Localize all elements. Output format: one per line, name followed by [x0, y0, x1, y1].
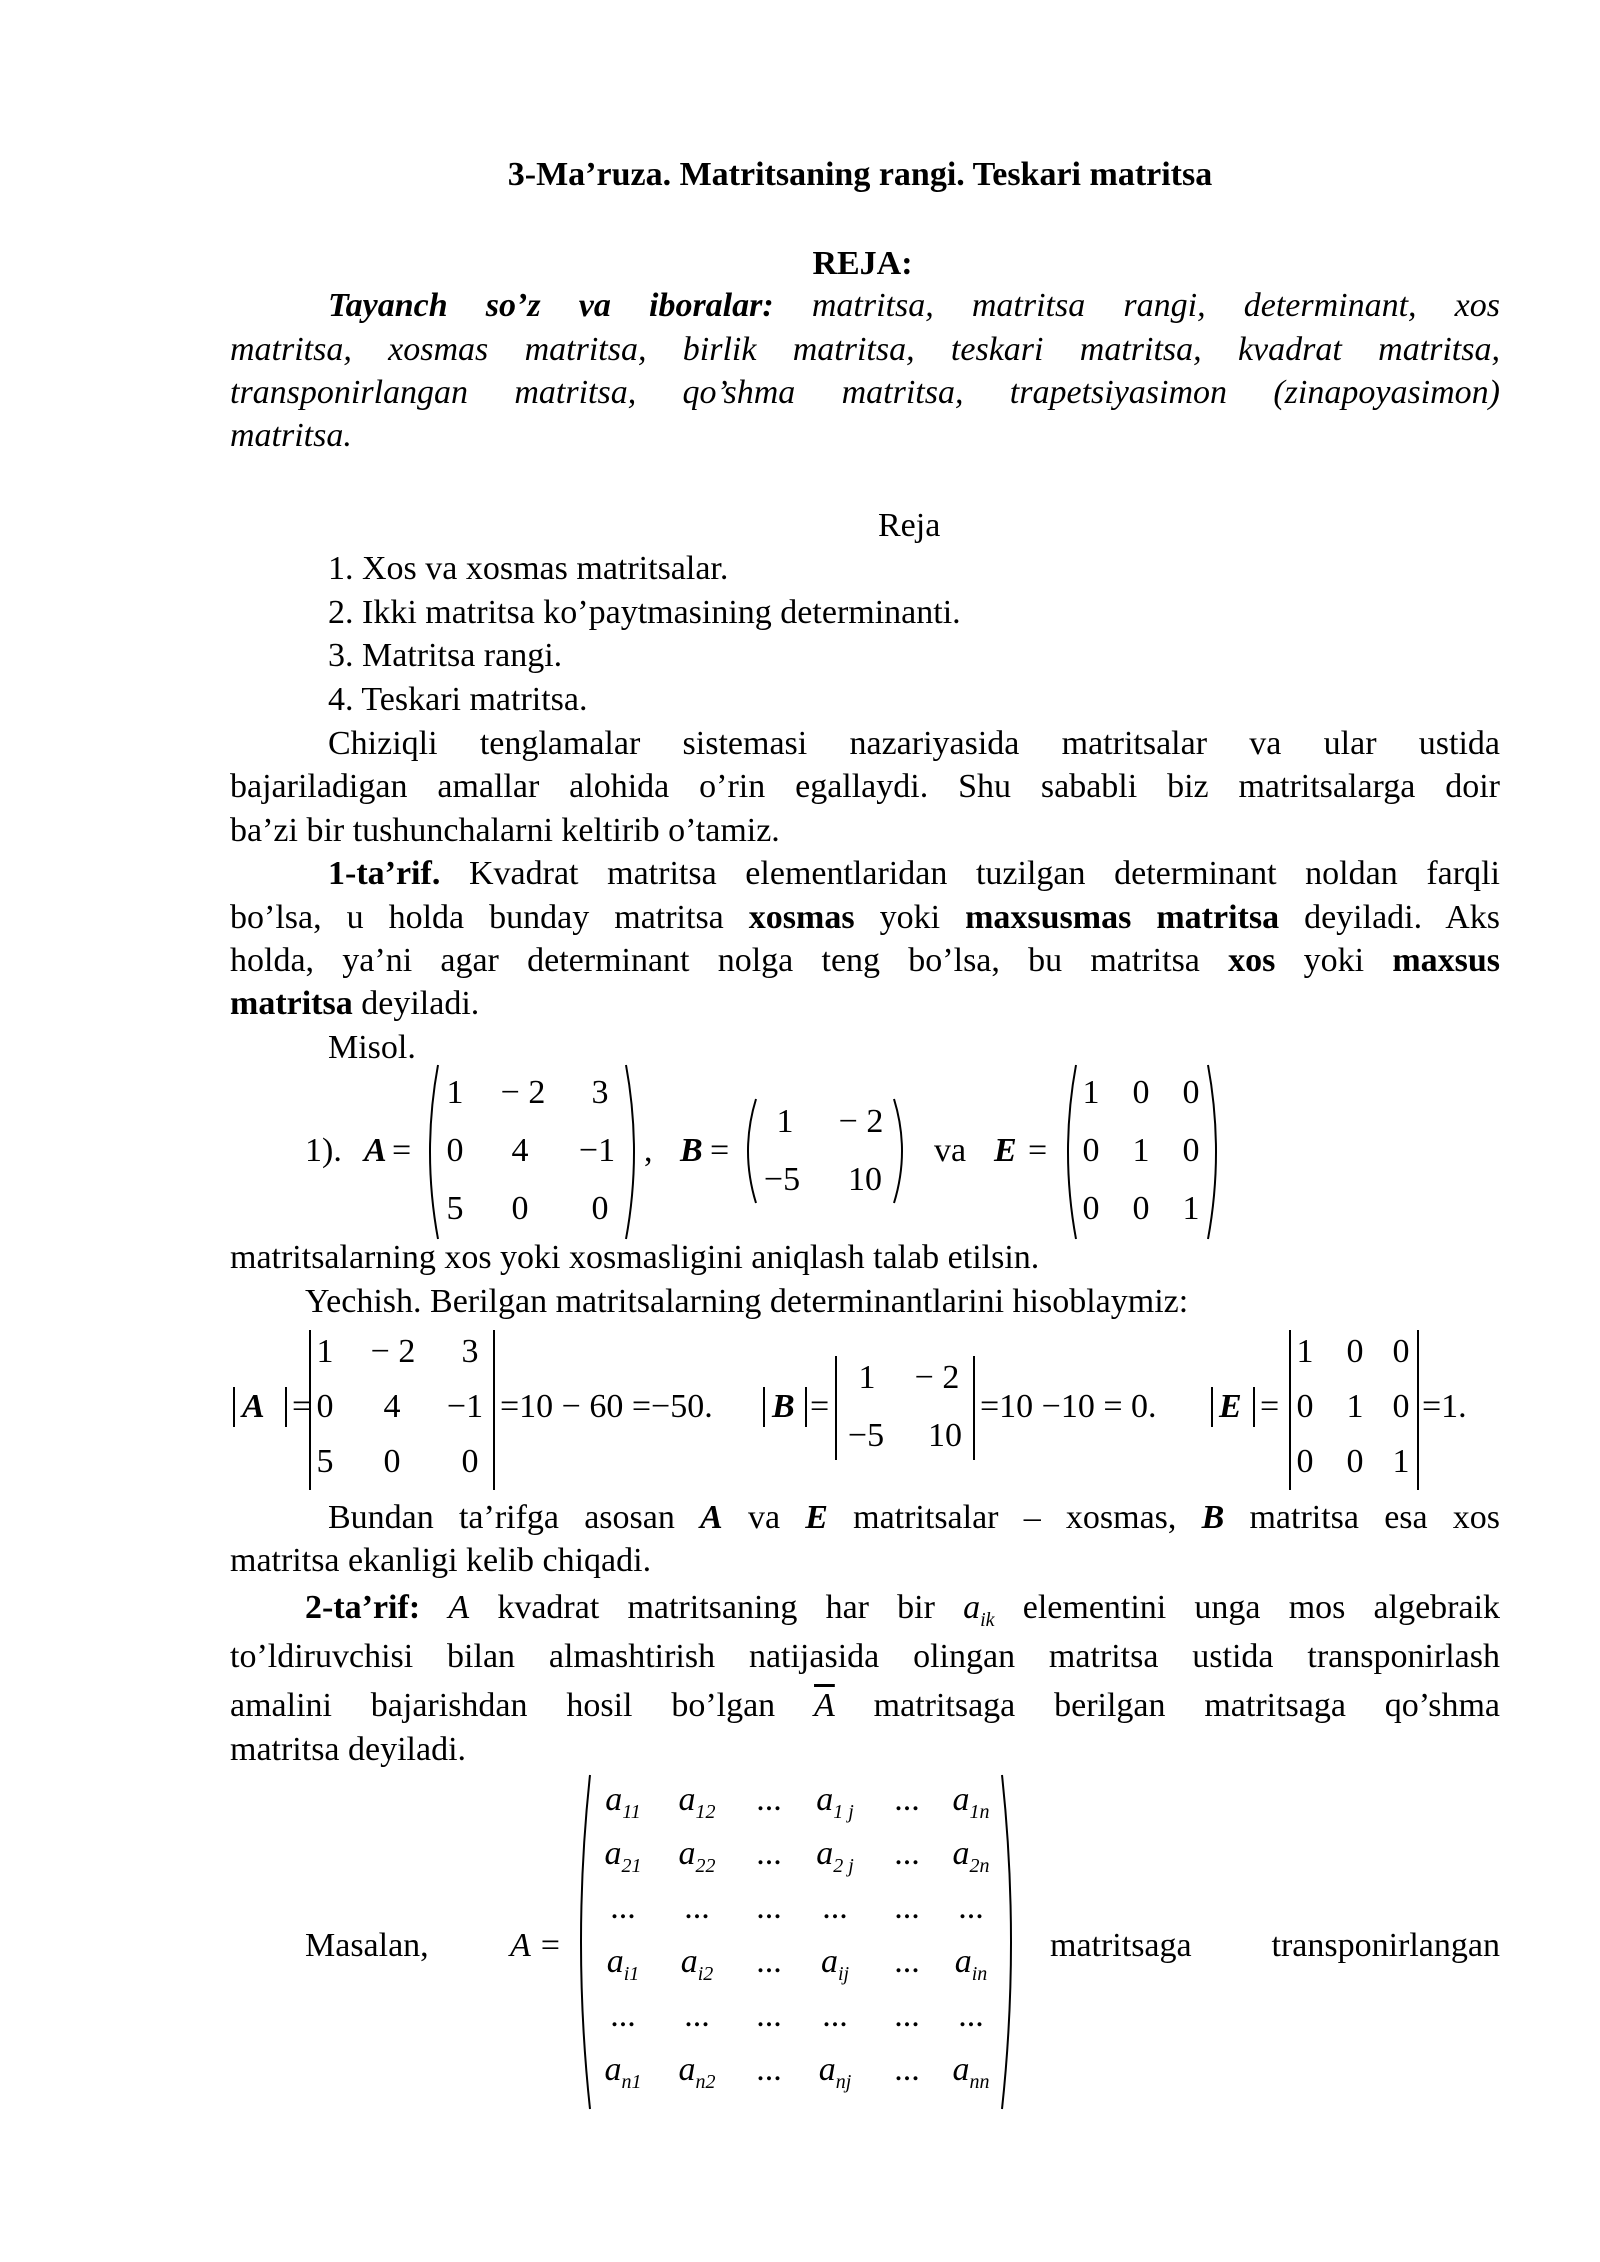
def1-text: Kvadrat matritsa elementlaridan tuzilgan determinant noldan farqli	[468, 855, 1500, 892]
def2-text: matritsaga berilgan matritsaga qo’shma	[873, 1687, 1501, 1724]
matrix-element: ...	[894, 1943, 920, 1980]
matrix-element: ...	[610, 1889, 636, 1926]
det-bar	[492, 1330, 496, 1490]
page-title: 3-Ma’ruza. Matritsaning rangi. Teskari matritsa	[507, 156, 1213, 193]
matrix-element: ...	[822, 1889, 848, 1926]
matrix-cell: 0	[1392, 1388, 1410, 1425]
def1-text: yoki	[1303, 942, 1365, 979]
def1-text: holda, ya’ni agar determinant nolga teng bo’lsa, bu matritsa	[230, 942, 1200, 979]
matrix-element: $a_{nn}$	[952, 2051, 990, 2093]
matrix-B-name: B	[680, 1132, 703, 1169]
right-paren	[892, 1096, 912, 1206]
matrix-element: $a_{i1}$	[606, 1943, 640, 1985]
matrix-cell: 1	[1082, 1074, 1100, 1111]
matrix-cell: 1	[776, 1103, 794, 1140]
term-maxsus: maxsus	[1392, 942, 1501, 979]
plan-item: 1. Xos va xosmas matritsalar.	[328, 550, 729, 587]
matrix-element: $a_{ij}$	[820, 1943, 850, 1985]
left-paren	[420, 1062, 440, 1242]
var-E: E	[805, 1499, 828, 1536]
plan-item: 4. Teskari matritsa.	[328, 681, 588, 718]
matrix-element: ...	[756, 2051, 782, 2088]
matrix-element: $a_{nj}$	[818, 2051, 852, 2093]
matrix-element: ...	[894, 1997, 920, 2034]
matrix-element: $a_{in}$	[954, 1943, 988, 1985]
matrix-element: $a_{22}$	[678, 1835, 716, 1877]
conclusion-text: matritsalar – xosmas,	[853, 1499, 1177, 1536]
conclusion-text: Bundan ta’rifga asosan	[328, 1499, 675, 1536]
matrix-cell: − 2	[500, 1074, 546, 1111]
def1-line-1	[328, 854, 1500, 894]
general-A-eq: A =	[510, 1927, 562, 1964]
term-xos: xos	[1228, 942, 1276, 979]
matrix-cell: 1	[1346, 1388, 1364, 1425]
matrix-cell: 0	[461, 1443, 479, 1480]
conclusion-text: matritsa esa xos	[1249, 1499, 1501, 1536]
keywords-line-3: transponirlangan matritsa, qo’shma matritsa, trapetsiyasimon (zinapoyasimon)	[230, 374, 1500, 411]
def1-text: bo’lsa, u holda bunday matritsa	[230, 899, 724, 936]
def2-text: amalini bajarishdan hosil bo’lgan	[230, 1687, 776, 1724]
matrix-element: $a_{2n}$	[952, 1835, 990, 1877]
matrix-cell: − 2	[838, 1103, 884, 1140]
matrix-cell: 3	[461, 1333, 479, 1370]
matrix-cell: 1	[1392, 1443, 1410, 1480]
matrix-cell: 0	[1132, 1190, 1150, 1227]
matrix-element: ...	[822, 1997, 848, 2034]
matrix-cell: 0	[1346, 1333, 1364, 1370]
matrix-cell: −1	[446, 1388, 484, 1425]
matrix-element: ...	[894, 1835, 920, 1872]
def2-line-3	[230, 1686, 1500, 1726]
conclusion-line-2: matritsa ekanligi kelib chiqadi.	[230, 1542, 652, 1579]
def1-text: yoki	[879, 899, 941, 936]
equals-sign: =	[810, 1388, 830, 1425]
matrix-element: $a_{n1}$	[604, 2051, 642, 2093]
intro-line-2: bajariladigan amallar alohida o’rin egallaydi. Shu sababli biz matritsalarga doir	[230, 768, 1500, 805]
def2-text: elementini unga mos algebraik	[1022, 1589, 1501, 1626]
matrix-cell: 1	[446, 1074, 464, 1111]
matrix-cell: 0	[1296, 1388, 1314, 1425]
matrix-element: ...	[894, 2051, 920, 2088]
det-bar	[1416, 1330, 1420, 1490]
intro-line-1: Chiziqli tenglamalar sistemasi nazariyasida matritsalar va ular ustida	[328, 725, 1500, 762]
det-B-result: =10 −10 = 0.	[980, 1388, 1157, 1425]
def2-text: kvadrat matritsaning har bir	[497, 1589, 935, 1626]
def2-label: 2-ta’rif:	[305, 1589, 421, 1626]
matrix-element: $a_{12}$	[678, 1781, 716, 1823]
def1-text: deyiladi. Aks	[1304, 899, 1501, 936]
var-A: A	[700, 1499, 723, 1536]
var-A: A	[448, 1589, 470, 1626]
matrix-cell: 0	[511, 1190, 529, 1227]
var-A-bar: $\overline{A}$	[814, 1687, 835, 1724]
keywords-text: matritsa, matritsa rangi, determinant, xos	[811, 287, 1501, 324]
right-paren	[624, 1062, 644, 1242]
equals-sign: =	[392, 1132, 412, 1169]
keywords-line-4: matritsa.	[230, 417, 352, 454]
matrix-cell: 4	[511, 1132, 529, 1169]
matrix-cell: 0	[1182, 1074, 1200, 1111]
def1-line-4	[230, 984, 479, 1024]
def1-text: deyiladi.	[361, 985, 480, 1022]
matrix-element: $a_{n2}$	[678, 2051, 716, 2093]
def2-line-2: to’ldiruvchisi bilan almashtirish natijasida olingan matritsa ustida transponirlash	[230, 1638, 1500, 1675]
matrix-cell: 0	[1392, 1333, 1410, 1370]
example-label: Misol.	[328, 1029, 416, 1066]
matrix-cell: 1	[316, 1333, 334, 1370]
matrix-element: ...	[894, 1781, 920, 1818]
matrix-element: $a_{2 j}$	[816, 1835, 854, 1877]
matrix-cell: 0	[1182, 1132, 1200, 1169]
det-A-result: =10 − 60 =−50.	[500, 1388, 713, 1425]
matrix-cell: 5	[446, 1190, 464, 1227]
matrix-cell: 0	[1082, 1132, 1100, 1169]
def2-line-4: matritsa deyiladi.	[230, 1731, 467, 1768]
var-B: B	[1201, 1499, 1225, 1536]
matrix-element: ...	[756, 1835, 782, 1872]
matrix-cell: −1	[578, 1132, 616, 1169]
def1-line-2	[230, 898, 1500, 938]
det-B-name: B	[772, 1388, 795, 1425]
matrix-element: $a_{1 j}$	[816, 1781, 854, 1823]
matrix-element: ...	[684, 1889, 710, 1926]
det-A-name: A	[242, 1388, 265, 1425]
matrix-cell: 5	[316, 1443, 334, 1480]
matrix-cell: 0	[1132, 1074, 1150, 1111]
def2-line-1	[305, 1588, 1500, 1632]
matrix-cell: 0	[1346, 1443, 1364, 1480]
matrix-cell: 0	[1296, 1443, 1314, 1480]
matrix-cell: − 2	[370, 1333, 416, 1370]
example-prefix: 1).	[305, 1132, 342, 1169]
def1-line-3	[230, 941, 1500, 981]
element-a-ik: $a_{ik}$	[963, 1589, 995, 1631]
matrix-cell: 0	[1082, 1190, 1100, 1227]
def1-label: 1-ta’rif.	[328, 855, 441, 892]
matrix-element: ...	[756, 1889, 782, 1926]
reja-heading: REJA:	[812, 245, 913, 282]
conclusion-text: va	[747, 1499, 781, 1536]
left-paren	[1058, 1062, 1078, 1242]
term-xosmas: xosmas	[748, 899, 855, 936]
matrix-element: ...	[756, 1997, 782, 2034]
intro-line-3: ba’zi bir tushunchalarni keltirib o’tamiz.	[230, 812, 780, 849]
va-word: va	[934, 1132, 967, 1169]
matrix-cell: 1	[858, 1359, 876, 1396]
keywords-line-1	[328, 286, 1500, 326]
matrix-cell: 1	[1182, 1190, 1200, 1227]
equals-sign: =	[1028, 1132, 1048, 1169]
det-bar	[972, 1356, 976, 1460]
matrix-cell: 3	[591, 1074, 609, 1111]
matrix-cell: 0	[316, 1388, 334, 1425]
matrix-cell: − 2	[914, 1359, 960, 1396]
equals-sign: =	[710, 1132, 730, 1169]
plan-item: 2. Ikki matritsa ko’paytmasining determinanti.	[328, 594, 961, 631]
matrix-element: ...	[958, 1889, 984, 1926]
matrix-element: $a_{1n}$	[952, 1781, 990, 1823]
matrix-element: ...	[756, 1943, 782, 1980]
right-paren	[1206, 1062, 1226, 1242]
matrix-element: ...	[684, 1997, 710, 2034]
matrix-cell: 4	[383, 1388, 401, 1425]
masalan-label: Masalan,	[305, 1927, 429, 1964]
matrix-cell: 1	[1296, 1333, 1314, 1370]
matrix-element: ...	[958, 1997, 984, 2034]
matrix-element: $a_{11}$	[605, 1781, 641, 1823]
det-E-result: =1.	[1422, 1388, 1467, 1425]
term-matritsa: matritsa	[230, 985, 353, 1022]
matrix-cell: 1	[1132, 1132, 1150, 1169]
matrix-element: ...	[756, 1781, 782, 1818]
conclusion-line-1	[328, 1498, 1500, 1538]
equals-sign: =	[1260, 1388, 1280, 1425]
left-paren	[570, 1772, 592, 2112]
example-after: matritsalarning xos yoki xosmasligini aniqlash talab etilsin.	[230, 1239, 1040, 1276]
matrix-cell: −5	[763, 1161, 801, 1198]
plan-item: 3. Matritsa rangi.	[328, 637, 563, 674]
solution-text: Yechish. Berilgan matritsalarning determinantlarini hisoblaymiz:	[305, 1283, 1189, 1320]
equals-sign: =	[292, 1388, 312, 1425]
matrix-cell: 0	[591, 1190, 609, 1227]
plan-heading: Reja	[878, 507, 941, 544]
matrix-element: ...	[894, 1889, 920, 1926]
matrix-element: $a_{i2}$	[680, 1943, 714, 1985]
matrix-cell: 0	[446, 1132, 464, 1169]
keywords-label: Tayanch so’z va iboralar:	[328, 287, 774, 324]
matrix-element: $a_{21}$	[604, 1835, 642, 1877]
term-maxsusmas: maxsusmas matritsa	[965, 899, 1280, 936]
matrix-cell: 10	[928, 1417, 962, 1454]
right-paren	[1000, 1772, 1022, 2112]
matrix-cell: 0	[383, 1443, 401, 1480]
matrix-A-name: A	[364, 1132, 387, 1169]
comma: ,	[644, 1132, 653, 1169]
det-E-name: E	[1219, 1388, 1242, 1425]
matrix-cell: −5	[847, 1417, 885, 1454]
general-right-text: matritsaga transponirlangan	[1050, 1927, 1500, 1964]
matrix-cell: 10	[848, 1161, 882, 1198]
keywords-line-2: matritsa, xosmas matritsa, birlik matritsa, teskari matritsa, kvadrat matritsa,	[230, 331, 1500, 368]
matrix-E-name: E	[994, 1132, 1017, 1169]
matrix-element: ...	[610, 1997, 636, 2034]
